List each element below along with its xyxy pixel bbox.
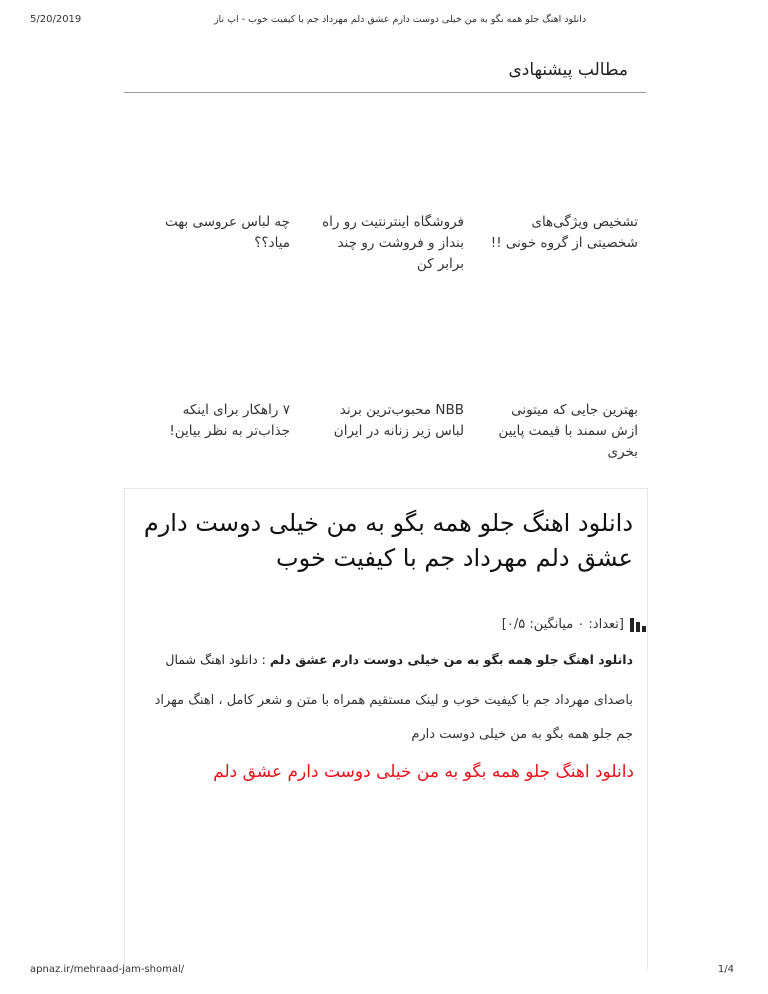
post-paragraph: باصدای مهرداد جم با کیفیت خوب و لینک مستقیم همراه با متن و شعر کامل ، اهنگ مهراد جم جلو همه بگو به من خیلی دوست دارم: [154, 693, 633, 742]
print-url: apnaz.ir/mehraad-jam-shomal/: [30, 964, 185, 975]
page-number: 1/4: [717, 964, 734, 975]
rating-widget[interactable]: [502, 617, 646, 632]
intro-rest: : دانلود اهنگ شمال: [165, 652, 270, 667]
suggested-item-1[interactable]: تشخیص ویژگی‌های شخصیتی از گروه خونی !!: [490, 214, 638, 251]
download-link[interactable]: دانلود اهنگ جلو همه بگو به من خیلی دوست دارم عشق دلم: [213, 762, 634, 782]
suggested-item-5[interactable]: NBB محبوب‌ترین برند لباس زیر زنانه در ایران: [333, 402, 464, 439]
suggested-item-4[interactable]: بهترین جایی که میتونی ازش سمند با قیمت پایین بخری: [498, 402, 638, 460]
suggested-item-2[interactable]: فروشگاه اینترنتیت رو راه بنداز و فروشت رو چند برابر کن: [322, 214, 464, 272]
print-date: 5/20/2019: [30, 14, 82, 25]
intro-keyword: دانلود اهنگ جلو همه بگو به من خیلی دوست دارم عشق دلم: [269, 652, 633, 667]
post-intro: [133, 652, 633, 667]
print-page-title: دانلود اهنگ جلو همه بگو به من خیلی دوست دارم عشق دلم مهرداد جم با کیفیت خوب - اپ ناز: [213, 14, 587, 25]
suggested-posts-title: مطالب پیشنهادی: [508, 60, 628, 80]
rating-text: [تعداد: ۰ میانگین: ۰/۵]: [501, 617, 624, 632]
rating-bars-icon: [630, 618, 646, 632]
suggested-item-6[interactable]: ۷ راهکار برای اینکه جذاب‌تر به نظر بیاین!: [169, 402, 290, 439]
suggested-item-3[interactable]: چه لباس عروسی بهت میاد؟؟: [164, 214, 290, 251]
post-title: دانلود اهنگ جلو همه بگو به من خیلی دوست دارم عشق دلم مهرداد جم با کیفیت خوب: [143, 509, 633, 572]
section-divider: [124, 92, 646, 93]
